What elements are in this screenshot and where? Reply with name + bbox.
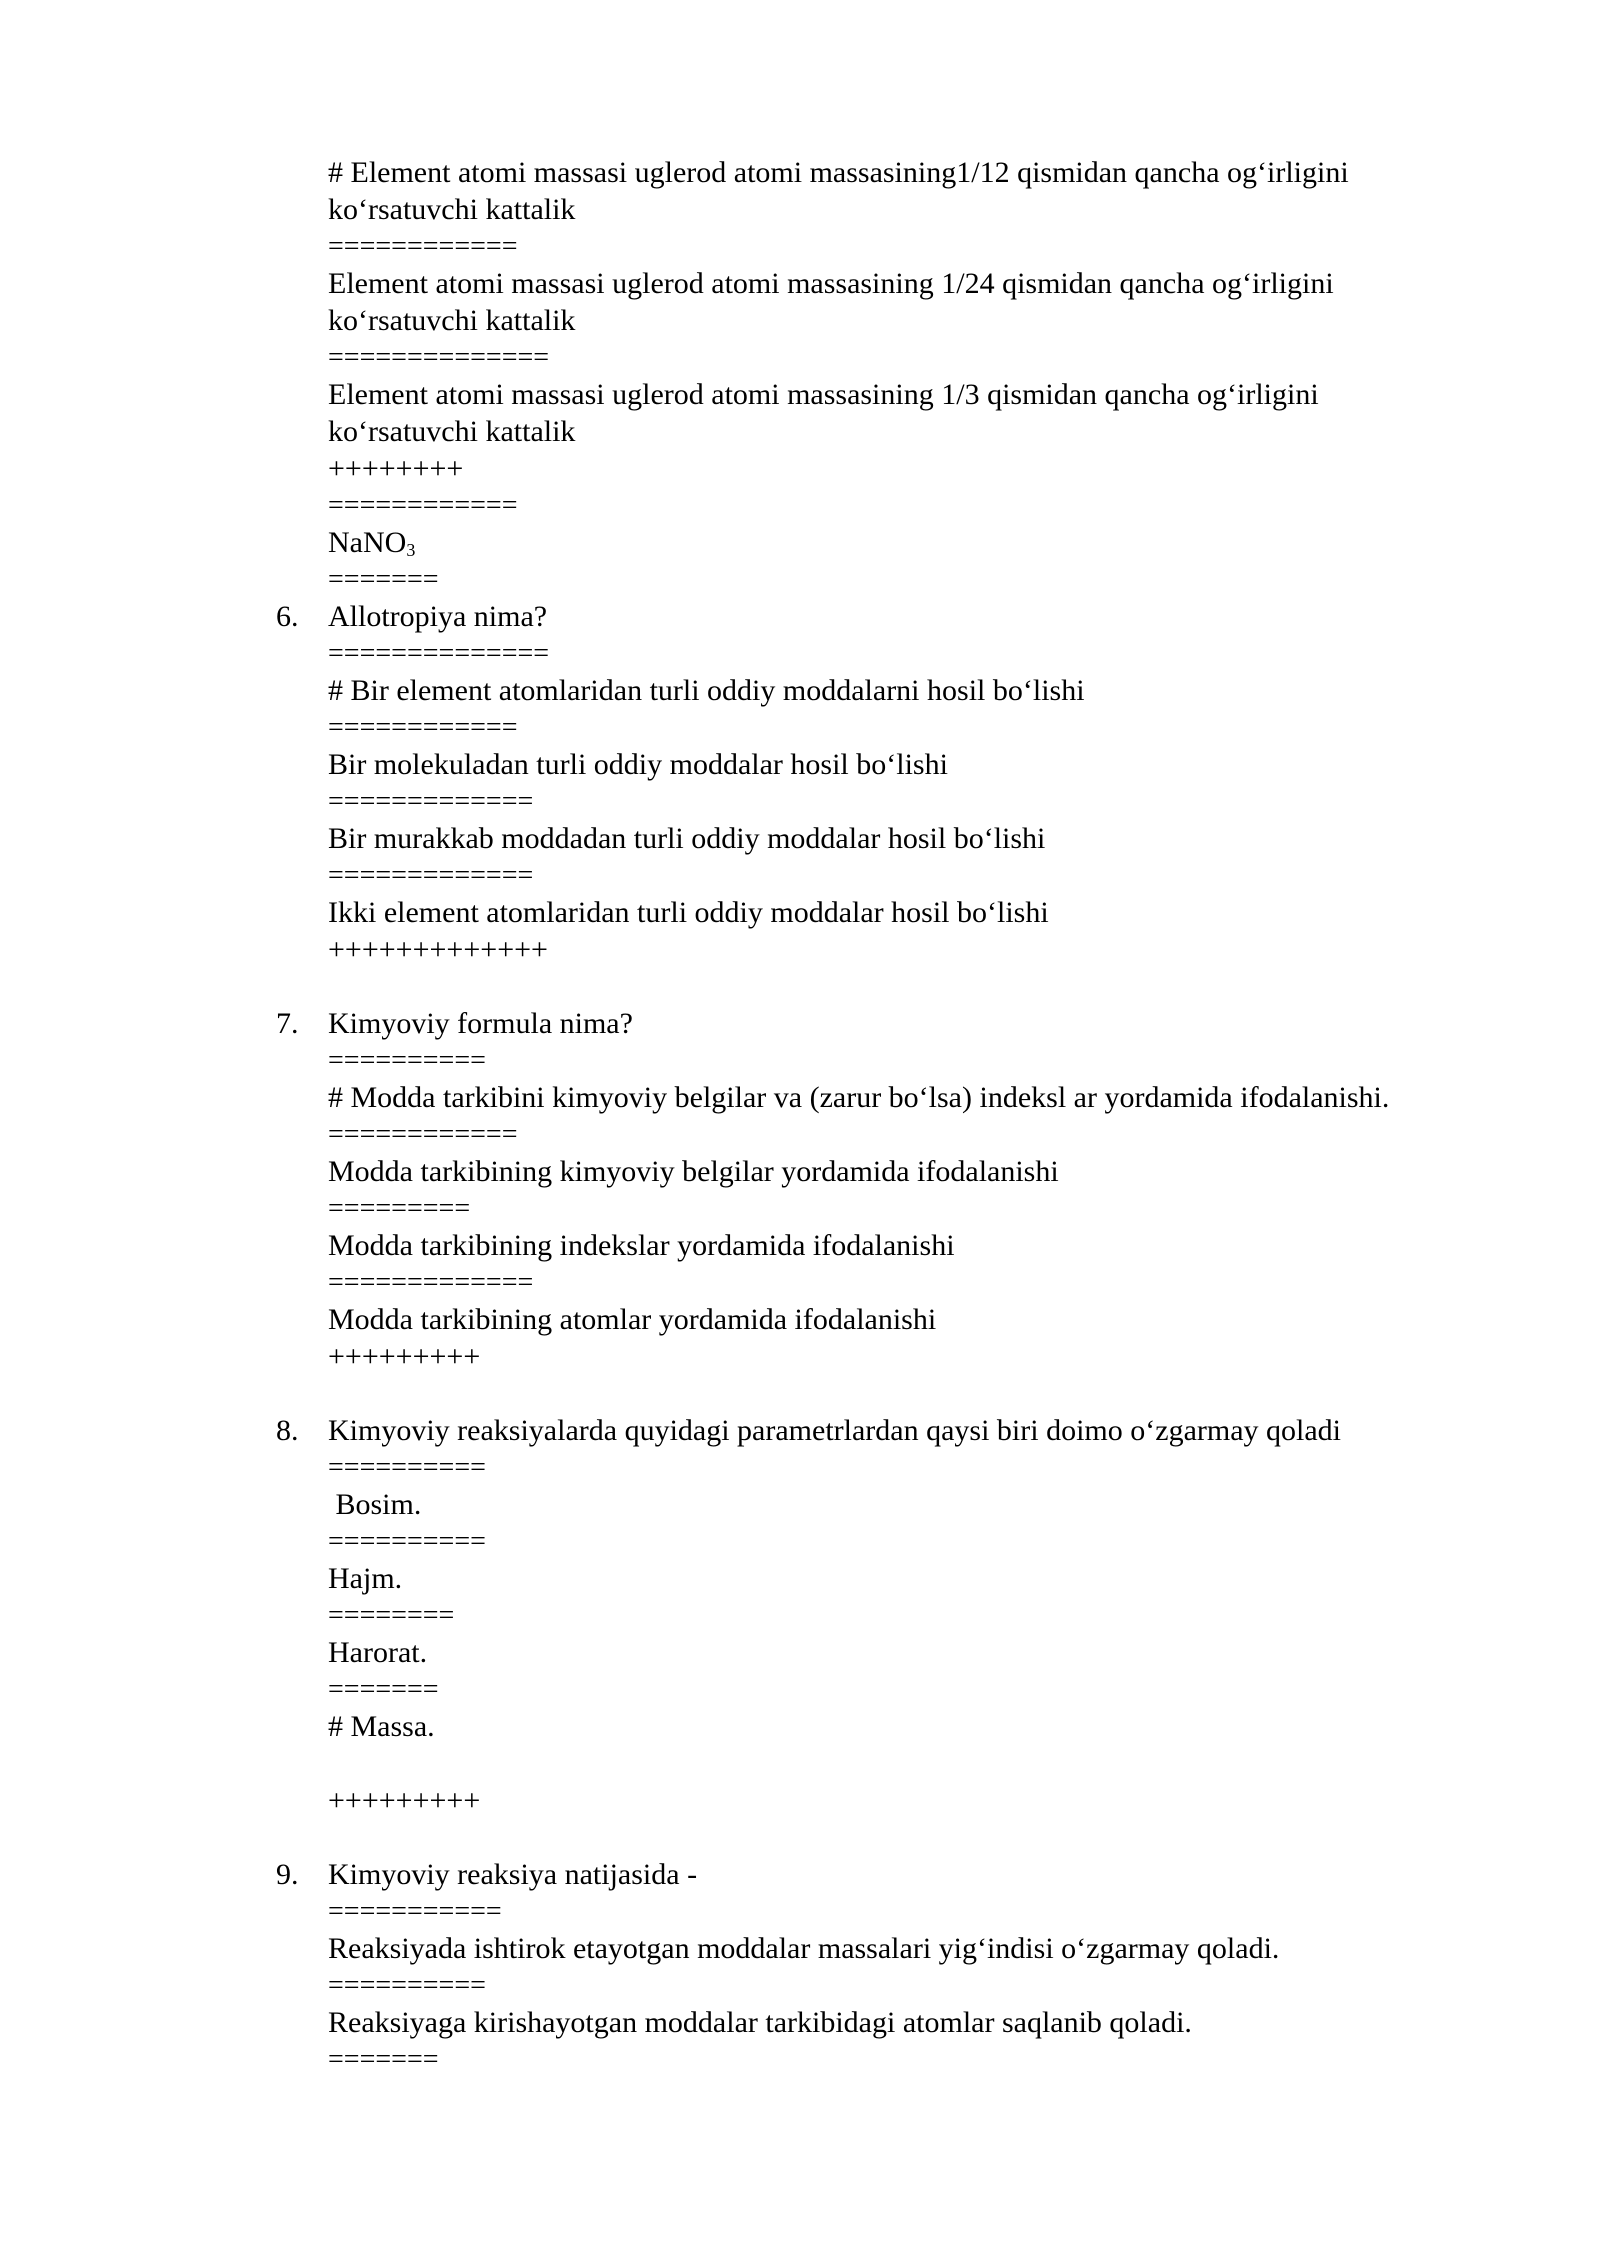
answer-correct: # Bir element atomlaridan turli oddiy moddalarni hosil bo‘lishi bbox=[328, 674, 1085, 707]
answer: Reaksiyada ishtirok etayotgan moddalar massalari yig‘indisi o‘zgarmay qoladi. bbox=[328, 1932, 1280, 1965]
separator: ======= bbox=[328, 2044, 439, 2075]
separator: ======= bbox=[328, 564, 439, 595]
separator: ============ bbox=[328, 1119, 518, 1150]
formula bbox=[328, 524, 415, 561]
answer-line-2: ko‘rsatuvchi kattalik bbox=[328, 415, 576, 448]
answer: Bir molekuladan turli oddiy moddalar hosil bo‘lishi bbox=[328, 748, 948, 781]
answer-correct-line-1: # Element atomi massasi uglerod atomi massasining1/12 qismidan qancha og‘irligini bbox=[328, 156, 1349, 189]
answer-correct-line-2: ko‘rsatuvchi kattalik bbox=[328, 193, 576, 226]
answer: Bosim. bbox=[328, 1488, 422, 1521]
question-title: Kimyoviy reaksiya natijasida - bbox=[328, 1858, 698, 1891]
answer: Modda tarkibining indekslar yordamida ifodalanishi bbox=[328, 1229, 955, 1262]
answer: Modda tarkibining kimyoviy belgilar yordamida ifodalanishi bbox=[328, 1155, 1059, 1188]
separator: ============== bbox=[328, 342, 550, 373]
formula-main: NaNO bbox=[328, 526, 407, 559]
question-number: 8. bbox=[276, 1414, 299, 1447]
end-marker: +++++++++ bbox=[328, 1340, 481, 1373]
question-number: 9. bbox=[276, 1858, 299, 1891]
separator: =========== bbox=[328, 1896, 502, 1927]
separator: ============= bbox=[328, 1267, 534, 1298]
separator: ========= bbox=[328, 1193, 471, 1224]
end-marker: ++++++++ bbox=[328, 452, 464, 485]
separator: ========== bbox=[328, 1452, 486, 1483]
separator: ============= bbox=[328, 860, 534, 891]
answer-line-1: Element atomi massasi uglerod atomi massasining 1/3 qismidan qancha og‘irligini bbox=[328, 378, 1319, 411]
answer: Hajm. bbox=[328, 1562, 403, 1595]
answer-line-2: ko‘rsatuvchi kattalik bbox=[328, 304, 576, 337]
separator: ========== bbox=[328, 1526, 486, 1557]
separator: ============ bbox=[328, 712, 518, 743]
answer-correct: # Modda tarkibini kimyoviy belgilar va (zarur bo‘lsa) indeksl ar yordamida ifodalanishi. bbox=[328, 1081, 1390, 1114]
answer: Reaksiyaga kirishayotgan moddalar tarkibidagi atomlar saqlanib qoladi. bbox=[328, 2006, 1192, 2039]
answer: Ikki element atomlaridan turli oddiy moddalar hosil bo‘lishi bbox=[328, 896, 1049, 929]
separator: ============ bbox=[328, 231, 518, 262]
separator: ============== bbox=[328, 638, 550, 669]
end-marker: +++++++++ bbox=[328, 1784, 481, 1817]
separator: ============= bbox=[328, 786, 534, 817]
answer: Modda tarkibining atomlar yordamida ifodalanishi bbox=[328, 1303, 937, 1336]
answer-correct: # Massa. bbox=[328, 1710, 435, 1743]
end-marker: +++++++++++++ bbox=[328, 933, 548, 966]
answer-line-1: Element atomi massasi uglerod atomi massasining 1/24 qismidan qancha og‘irligini bbox=[328, 267, 1334, 300]
separator: ========== bbox=[328, 1970, 486, 2001]
question-number: 6. bbox=[276, 600, 299, 633]
answer: Harorat. bbox=[328, 1636, 428, 1669]
question-number: 7. bbox=[276, 1007, 299, 1040]
question-title: Allotropiya nima? bbox=[328, 600, 548, 633]
separator: ========== bbox=[328, 1045, 486, 1076]
formula-subscript: 3 bbox=[406, 540, 416, 560]
question-title: Kimyoviy reaksiyalarda quyidagi parametrlardan qaysi biri doimo o‘zgarmay qoladi bbox=[328, 1414, 1342, 1447]
separator: ============ bbox=[328, 490, 518, 521]
answer: Bir murakkab moddadan turli oddiy moddalar hosil bo‘lishi bbox=[328, 822, 1046, 855]
separator: ======== bbox=[328, 1600, 455, 1631]
separator: ======= bbox=[328, 1674, 439, 1705]
question-title: Kimyoviy formula nima? bbox=[328, 1007, 633, 1040]
